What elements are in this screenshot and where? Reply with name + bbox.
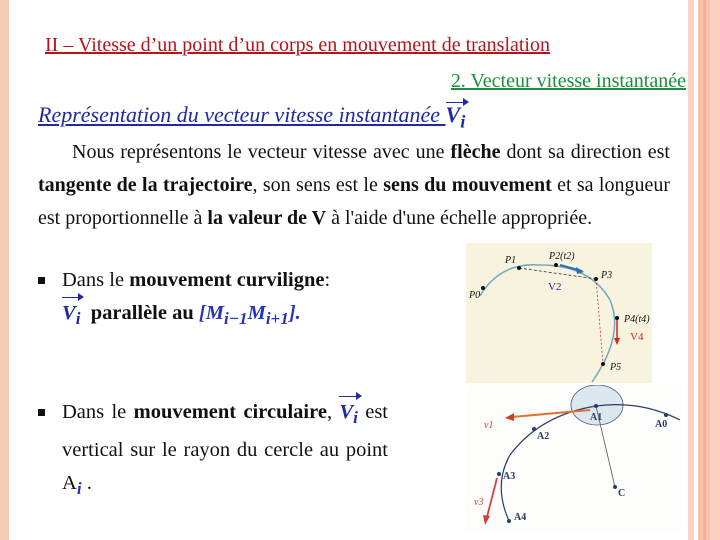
- bold-text: flèche: [450, 141, 501, 163]
- bold-text: mouvement circulaire: [133, 401, 327, 423]
- section-heading: 2. Vecteur vitesse instantanée: [450, 70, 686, 92]
- vector-vi: [62, 297, 80, 335]
- segment-notation: [198, 302, 301, 329]
- label-a0: A0: [655, 419, 668, 430]
- vector-subscript: i: [75, 309, 81, 329]
- label-c: C: [618, 488, 626, 499]
- bold-text: parallèle au: [85, 302, 199, 324]
- label-p3: P3: [601, 270, 613, 281]
- label-p4: P4(t4): [624, 314, 650, 325]
- bold-text: la valeur de V: [207, 207, 327, 229]
- subscript: i: [76, 479, 82, 499]
- label-v1: v1: [484, 420, 494, 431]
- seg: [M: [198, 302, 224, 324]
- seg: M: [247, 302, 266, 324]
- bold-text: tangente de la trajectoire: [38, 174, 253, 196]
- left-border: [0, 0, 9, 540]
- bullet-marker: [38, 409, 45, 416]
- vector-subscript: i: [460, 111, 466, 132]
- subtitle-text: Représentation du vecteur vitesse instantanée: [38, 102, 440, 127]
- bullet-marker: [38, 277, 45, 284]
- vector-letter: V: [445, 102, 461, 127]
- bold-text: mouvement curviligne: [129, 269, 325, 291]
- seg-sub: i+1: [265, 309, 289, 329]
- text: à l'aide d'une échelle appropriée.: [326, 207, 593, 229]
- definition-paragraph: [38, 136, 670, 235]
- label-a2: A2: [537, 431, 550, 442]
- right-border-stripe: [710, 0, 720, 540]
- label-v2: V2: [548, 281, 562, 293]
- label-p0: P0: [469, 290, 481, 301]
- right-border-stripe: [703, 0, 706, 540]
- label-a3: A3: [503, 471, 516, 482]
- curvilinear-diagram: [466, 243, 652, 383]
- bold-text: sens du mouvement: [383, 174, 552, 196]
- text: Nous représentons le vecteur vitesse avec une: [72, 141, 451, 163]
- vector-letter: V: [62, 302, 76, 324]
- label-p2: P2(t2): [549, 251, 575, 262]
- vector-subscript: i: [353, 408, 358, 428]
- subtitle: [38, 102, 465, 132]
- vector-vi: [339, 396, 357, 434]
- text: ,: [326, 401, 333, 423]
- label-p5: P5: [610, 362, 622, 373]
- vector-letter: V: [339, 401, 354, 423]
- text: .: [81, 472, 92, 495]
- text: est vertical sur le rayon du cercle au point A: [62, 401, 388, 495]
- label-v3: v3: [474, 497, 484, 508]
- text: :: [324, 269, 331, 291]
- text: Dans le: [62, 401, 134, 423]
- text: , son sens est le: [252, 174, 384, 196]
- label-p1: P1: [505, 255, 517, 266]
- slide-title: II – Vitesse d’un point d’un corps en mouvement de translation: [45, 34, 550, 56]
- seg: ].: [288, 302, 301, 324]
- text: et sa longueur est proportionnelle à: [38, 174, 671, 229]
- label-v4: V4: [630, 331, 644, 343]
- bullet-circular: [38, 396, 388, 505]
- vector-vi: [446, 102, 466, 132]
- label-a1: A1: [590, 412, 603, 423]
- text: Dans le: [62, 269, 130, 291]
- text: dont sa direction est: [500, 141, 670, 163]
- label-a4: A4: [514, 512, 527, 523]
- bullet-curvilinear: [38, 264, 388, 335]
- seg-sub: i−1: [223, 309, 248, 329]
- circular-diagram: [466, 385, 682, 532]
- right-border-stripe: [688, 0, 694, 540]
